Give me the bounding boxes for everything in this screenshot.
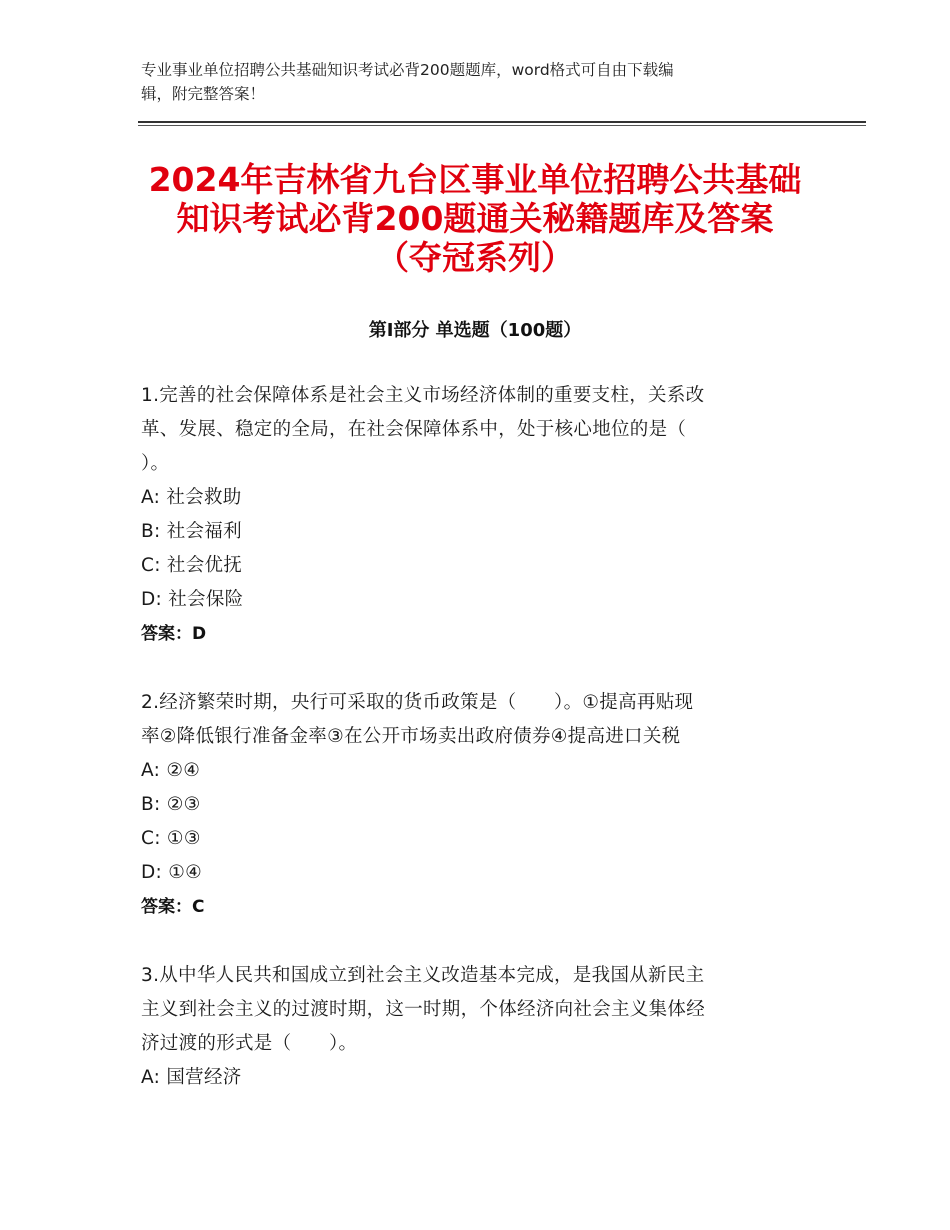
option-b: B: ②③ <box>141 794 201 815</box>
title-line-3: （夺冠系列） <box>376 238 574 277</box>
option-a: A: 社会救助 <box>141 487 242 508</box>
answer-line: 答案：C <box>141 897 205 917</box>
question-text-line: 3.从中华人民共和国成立到社会主义改造基本完成，是我国从新民主 <box>141 965 705 986</box>
option-d: D: ①④ <box>141 862 203 883</box>
question-text-line: 2.经济繁荣时期，央行可采取的货币政策是（ ）。①提高再贴现 <box>141 692 694 713</box>
question-text-line: 率②降低银行准备金率③在公开市场卖出政府债券④提高进口关税 <box>141 726 681 747</box>
question-3 <box>141 959 811 1095</box>
option-a: A: ②④ <box>141 760 201 781</box>
question-2 <box>141 686 811 924</box>
title-line-1: 2024年吉林省九台区事业单位招聘公共基础 <box>148 160 802 199</box>
option-c: C: ①③ <box>141 828 201 849</box>
question-text-line: ）。 <box>141 453 170 474</box>
question-text-line: 1.完善的社会保障体系是社会主义市场经济体制的重要支柱，关系改 <box>141 385 705 406</box>
question-text-line: 革、发展、稳定的全局，在社会保障体系中，处于核心地位的是（ <box>141 419 687 440</box>
question-1 <box>141 379 811 651</box>
title-line-2: 知识考试必背200题通关秘籍题库及答案 <box>176 199 774 238</box>
answer-line: 答案：D <box>141 624 207 644</box>
header-rule-thick <box>138 121 866 123</box>
header-note-line-2: 辑，附完整答案！ <box>141 85 266 103</box>
document-title <box>0 160 950 277</box>
header-note-line-1: 专业事业单位招聘公共基础知识考试必背200题题库，word格式可自由下载编 <box>141 61 674 79</box>
option-b: B: 社会福利 <box>141 521 242 542</box>
question-text-line: 主义到社会主义的过渡时期，这一时期，个体经济向社会主义集体经 <box>141 999 706 1020</box>
section-heading: 第Ⅰ部分 单选题（100题） <box>368 320 582 341</box>
option-c: C: 社会优抚 <box>141 555 243 576</box>
option-d: D: 社会保险 <box>141 589 244 610</box>
option-a: A: 国营经济 <box>141 1067 242 1088</box>
header-rule-thin <box>138 125 866 126</box>
header-note <box>141 58 801 106</box>
question-text-line: 济过渡的形式是（ ）。 <box>141 1033 358 1054</box>
